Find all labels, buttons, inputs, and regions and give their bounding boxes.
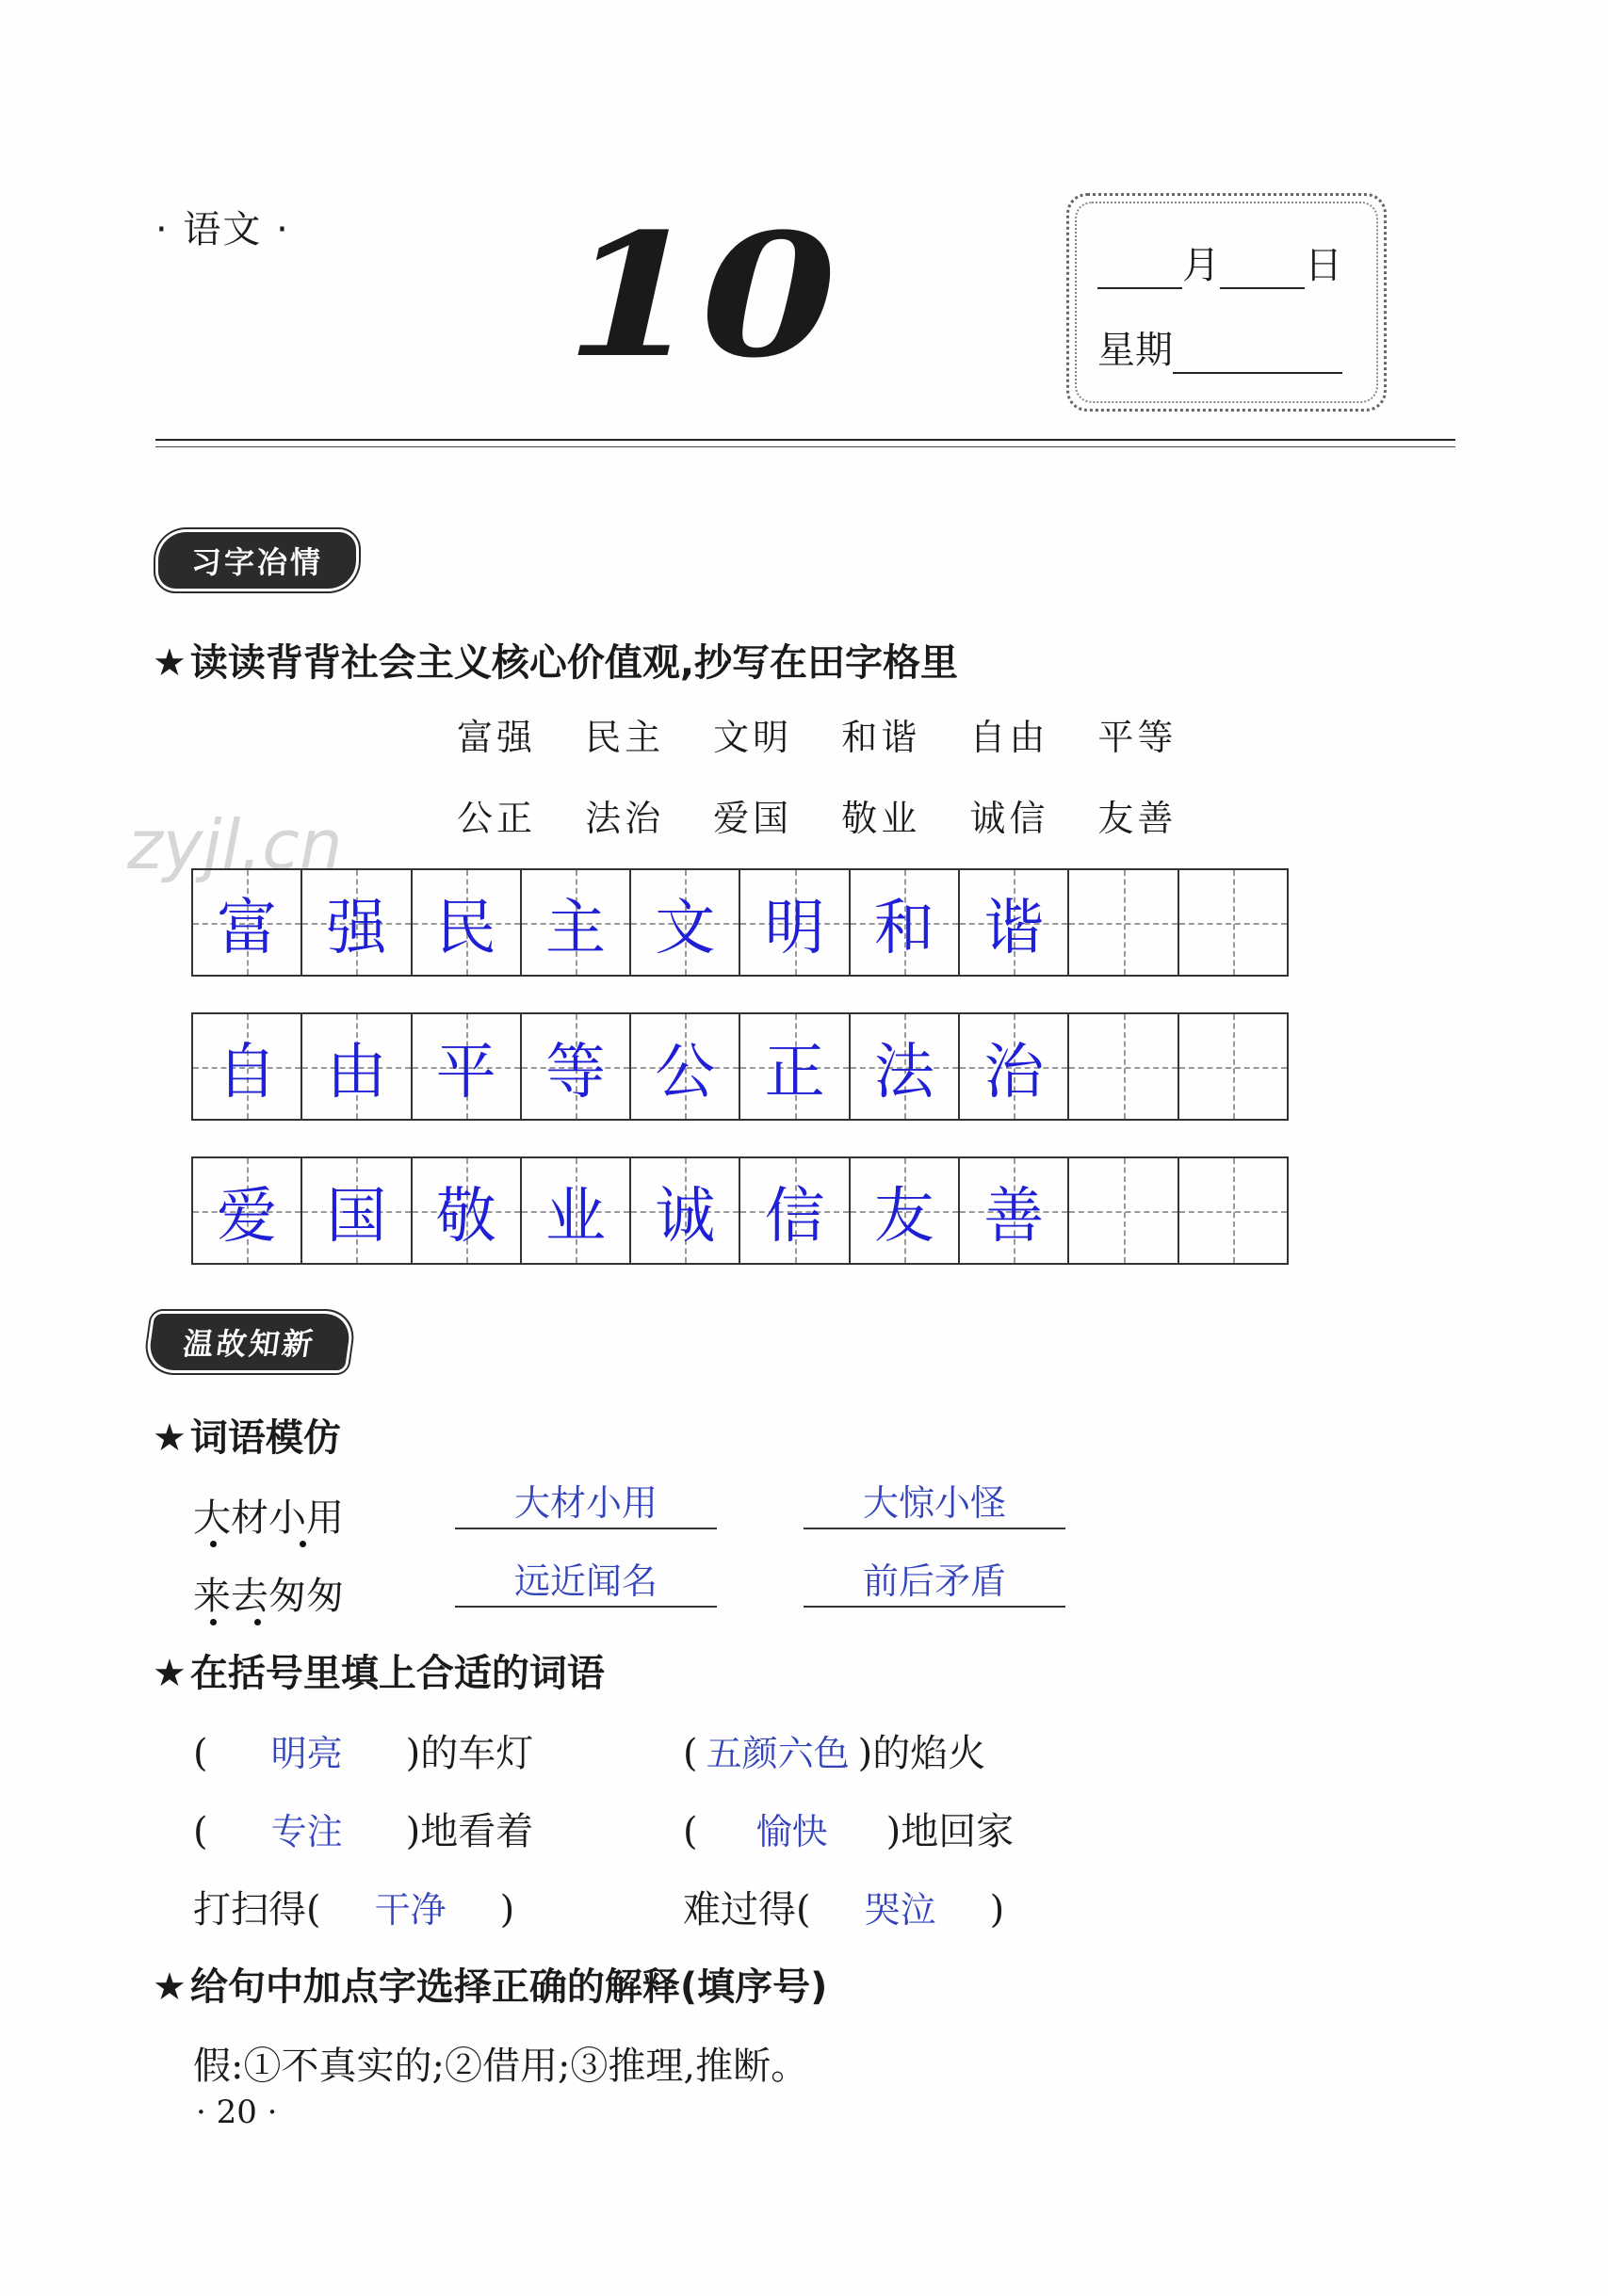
grid-cell[interactable]: 富 [193,870,302,975]
fill-answer[interactable]: 五颜六色 [706,1733,850,1774]
grid-cell[interactable]: 诚 [631,1158,740,1263]
question-text: 在括号里填上合适的词语 [189,1652,605,1695]
answer-line[interactable]: 大材小用 [455,1480,717,1529]
question-word-imitation [153,1408,341,1462]
grid-cell[interactable]: 强 [302,870,412,975]
fill-answer[interactable]: 明亮 [270,1733,343,1774]
model-word-2: 来去匆匆 [193,1575,344,1618]
fill-answer[interactable]: 哭泣 [864,1889,936,1931]
grid-cell[interactable]: 文 [631,870,740,975]
emphasis-dot [254,1619,261,1625]
model-word-1: 大材小用 [193,1496,344,1540]
month-label: 月 [1182,244,1220,287]
grid-cell[interactable]: 主 [522,870,631,975]
day-blank[interactable] [1220,253,1305,289]
grid-cell[interactable] [1069,1014,1178,1119]
fill-answer[interactable]: 愉快 [755,1811,828,1852]
date-box [1066,193,1387,412]
grid-cell[interactable]: 善 [960,1158,1069,1263]
question-text: 词语模仿 [189,1416,341,1460]
header-rule [155,439,1455,441]
section-badge-wengu: 温故知新 [147,1314,352,1370]
answer-line[interactable]: 大惊小怪 [804,1480,1065,1529]
grid-cell[interactable]: 平 [413,1014,522,1119]
grid-cell[interactable]: 国 [302,1158,412,1263]
section-badge-xizi: 习字冶情 [158,532,356,589]
grid-cell[interactable]: 民 [413,870,522,975]
date-line [1097,235,1342,289]
grid-cell[interactable]: 敬 [413,1158,522,1263]
question-copy-values [153,633,958,687]
header-rule-thin [155,446,1455,447]
emphasis-dot [300,1541,306,1547]
star-icon: ★ [153,1965,187,2009]
emphasis-dot [210,1541,217,1547]
page-number: · 20 · [196,2094,278,2131]
watermark: zyjl.cn [127,805,343,884]
grid-cell[interactable] [1179,1158,1287,1263]
grid-cell[interactable]: 明 [740,870,850,975]
grid-cell[interactable]: 信 [740,1158,850,1263]
fill-answer[interactable]: 专注 [270,1811,343,1852]
star-icon: ★ [153,1652,187,1695]
tianzige-row-1 [191,868,1289,977]
weekday-label: 星期 [1097,329,1173,372]
values-row-2: 公正 法治 爱国 敬业 诚信 友善 [457,798,1178,839]
grid-cell[interactable]: 谐 [960,870,1069,975]
grid-cell[interactable]: 自 [193,1014,302,1119]
grid-cell[interactable] [1179,1014,1287,1119]
grid-cell[interactable] [1069,1158,1178,1263]
lesson-number: 10 [565,197,837,396]
tianzige-row-3 [191,1156,1289,1265]
answer-line[interactable]: 远近闻名 [455,1559,717,1608]
answer-line[interactable]: 前后矛盾 [804,1559,1065,1608]
fill-item: ( 愉快 )地回家 [683,1802,1014,1855]
grid-cell[interactable] [1179,870,1287,975]
definition-text: 假:①不真实的;②借用;③推理,推断。 [193,2045,809,2088]
grid-cell[interactable]: 业 [522,1158,631,1263]
emphasis-dot [210,1619,217,1625]
subject-label: · 语文 · [155,208,290,251]
question-explain-dotted [153,1957,827,2011]
grid-cell[interactable]: 等 [522,1014,631,1119]
fill-item: ( 专注 )地看着 [193,1802,533,1855]
grid-cell[interactable]: 法 [851,1014,960,1119]
fill-item: 难过得( 哭泣 ) [683,1880,1004,1933]
grid-cell[interactable]: 爱 [193,1158,302,1263]
star-icon: ★ [153,641,187,685]
grid-cell[interactable]: 正 [740,1014,850,1119]
fill-item: 打扫得( 干净 ) [193,1880,514,1933]
grid-cell[interactable]: 和 [851,870,960,975]
weekday-blank[interactable] [1173,338,1342,374]
question-text: 读读背背社会主义核心价值观,抄写在田字格里 [189,641,959,685]
question-fill-brackets [153,1643,605,1697]
fill-item: ( 五颜六色 )的焰火 [683,1723,985,1777]
grid-cell[interactable]: 友 [851,1158,960,1263]
tianzige-row-2 [191,1012,1289,1121]
fill-item: ( 明亮 )的车灯 [193,1723,533,1777]
star-icon: ★ [153,1416,187,1460]
values-row-1: 富强 民主 文明 和谐 自由 平等 [457,717,1178,758]
grid-cell[interactable]: 公 [631,1014,740,1119]
question-text: 给句中加点字选择正确的解释(填序号) [189,1965,828,2009]
weekday-line [1097,320,1342,374]
grid-cell[interactable]: 由 [302,1014,412,1119]
day-label: 日 [1305,244,1342,287]
month-blank[interactable] [1097,253,1182,289]
grid-cell[interactable]: 治 [960,1014,1069,1119]
grid-cell[interactable] [1069,870,1178,975]
fill-answer[interactable]: 干净 [374,1889,447,1931]
